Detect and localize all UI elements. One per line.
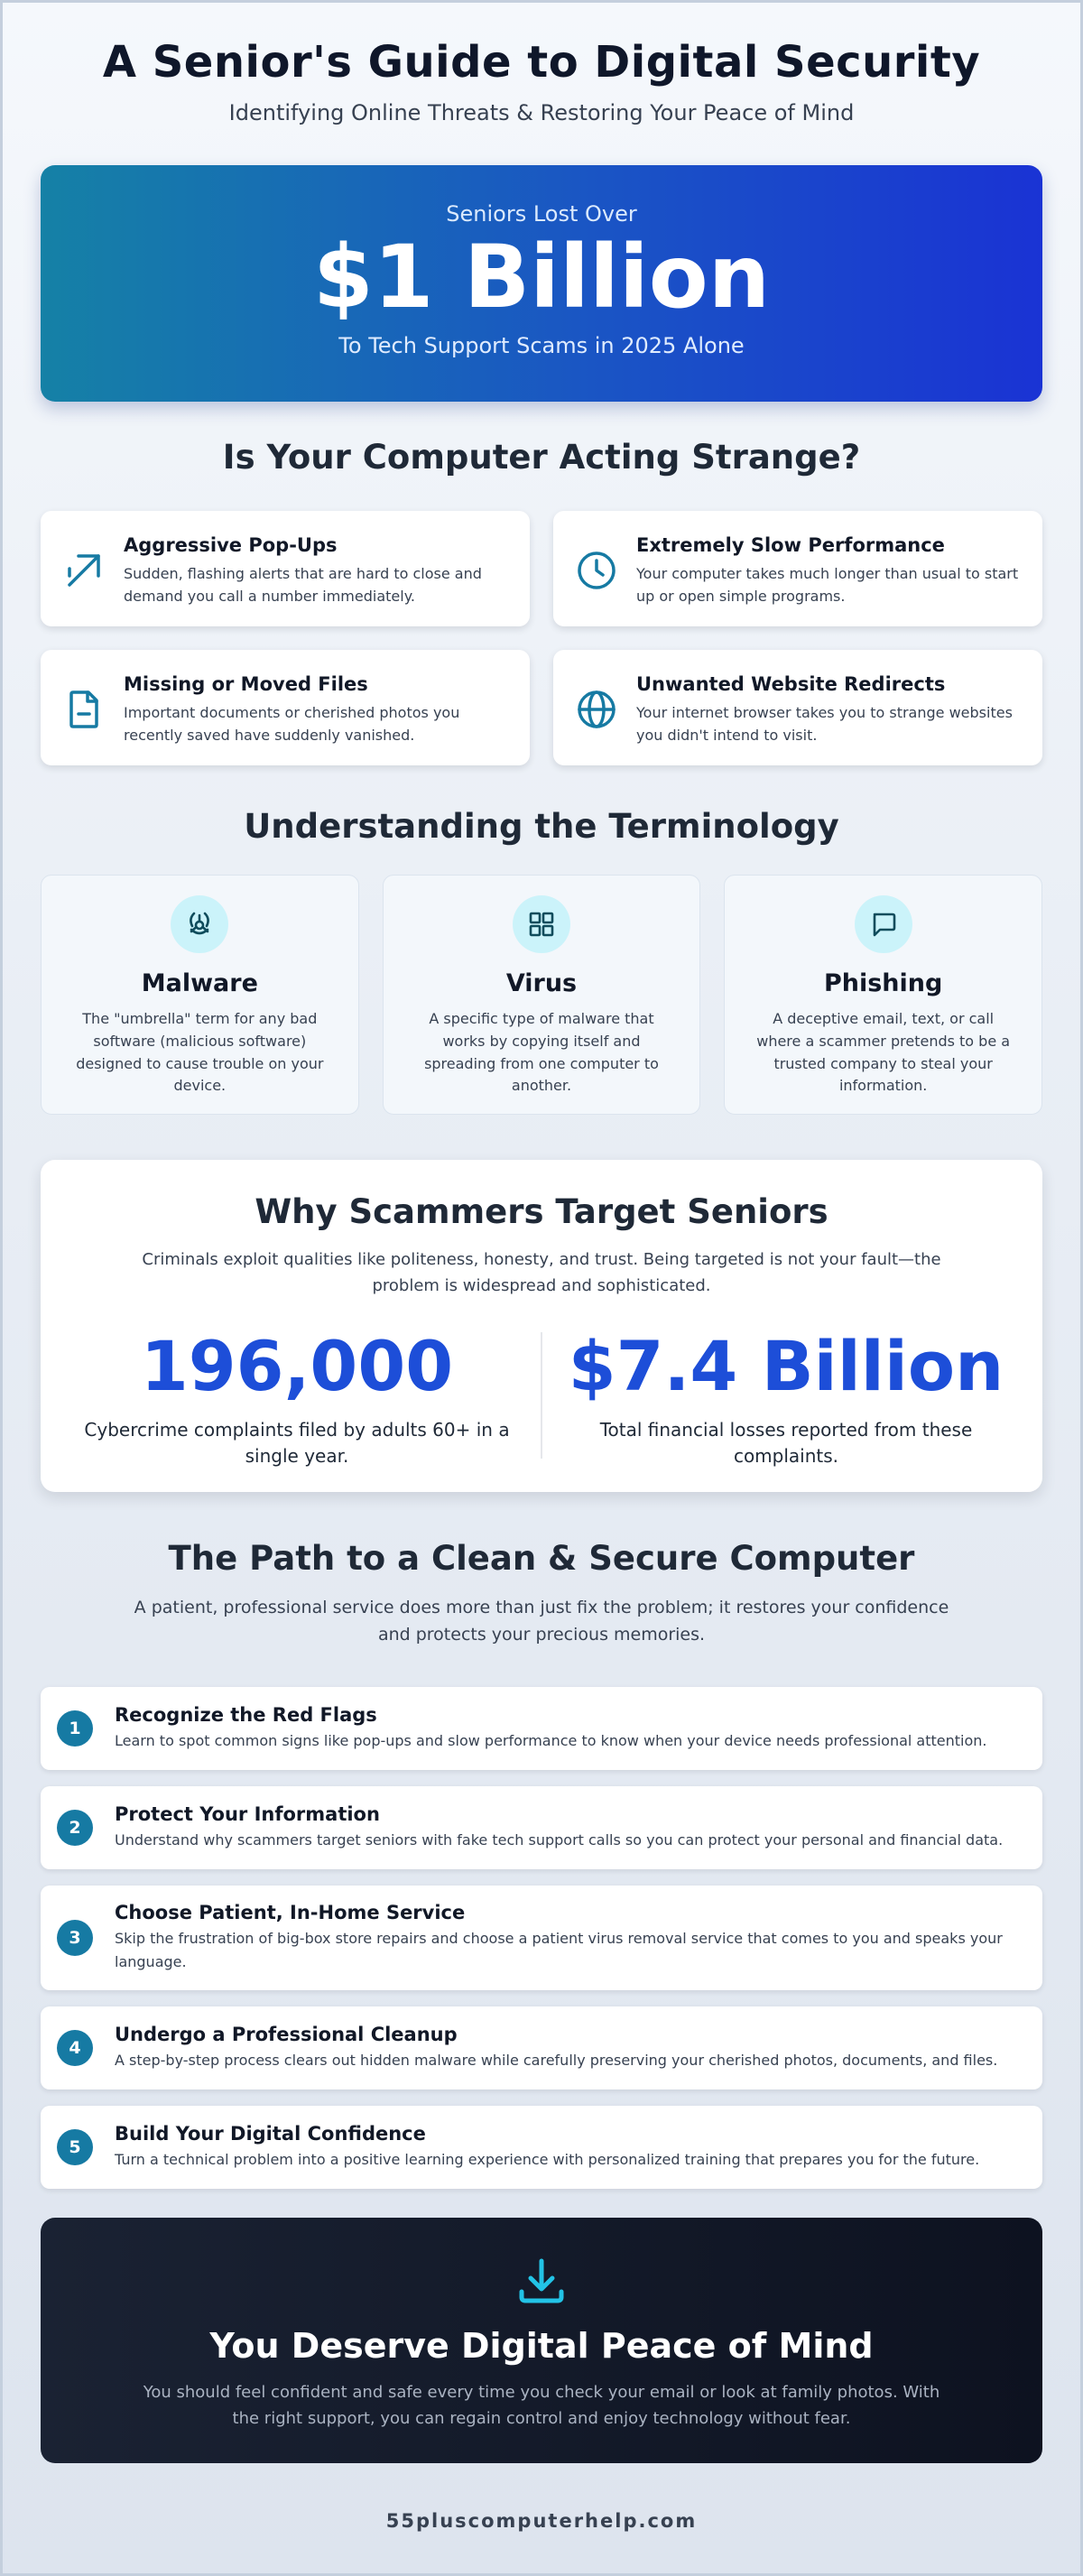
file-icon [62,688,106,731]
step-item [41,2106,1042,2189]
stat-label: Cybercrime complaints filed by adults 60+ in a single year. [84,1418,510,1467]
warning-signs-title: Is Your Computer Acting Strange? [222,438,861,477]
term-title: Malware [141,969,258,997]
why-targeted-panel [41,1160,1042,1492]
stat-value: $7.4 Billion [568,1325,1004,1406]
steps-list [41,1687,1042,2189]
sign-text: Your computer takes much longer than usual to start up or open simple programs. [636,565,1019,605]
step-number: 2 [57,1810,93,1846]
terminology-title: Understanding the Terminology [244,807,839,846]
page-header [41,3,1042,125]
footer-site: 55pluscomputerhelp.com [385,2509,698,2532]
term-text: A deceptive email, text, or call where a scammer pretends to be a trusted company to steal your information. [756,1010,1011,1095]
sign-text: Important documents or cherished photos you recently saved have suddenly vanished. [124,704,460,744]
step-item [41,1886,1042,1990]
step-title: Choose Patient, In-Home Service [115,1902,466,1924]
term-title: Phishing [823,969,943,997]
path-lead: A patient, professional service does more than just fix the problem; it restores your confidence and protects your precious memories. [134,1598,949,1645]
sign-title: Missing or Moved Files [124,673,368,695]
step-text: A step-by-step process clears out hidden malware while carefully preserving your cherished photos, documents, and files. [115,2051,998,2069]
term-title: Virus [505,969,578,997]
stat-value: 196,000 [140,1325,454,1406]
stat-complaints [68,1325,526,1469]
step-item [41,1687,1042,1770]
stat-divider [541,1332,542,1459]
sign-card-popups [41,511,530,626]
step-item [41,2006,1042,2090]
sign-text: Your internet browser takes you to strange websites you didn't intend to visit. [636,704,1013,744]
step-title: Build Your Digital Confidence [115,2122,426,2145]
term-card-virus [383,875,701,1115]
step-title: Undergo a Professional Cleanup [115,2023,458,2045]
term-text: The "umbrella" term for any bad software (malicious software) designed to cause trouble on your device. [76,1010,324,1095]
sign-card-files [41,650,530,765]
step-text: Turn a technical problem into a positive learning experience with personalized training that prepares you for the future. [115,2150,980,2168]
hero-amount: $1 Billion [312,227,771,328]
step-number: 5 [57,2129,93,2165]
step-text: Learn to spot common signs like pop-ups and slow performance to know when your device needs professional attention. [115,1731,987,1749]
step-number: 1 [57,1710,93,1747]
path-title: The Path to a Clean & Secure Computer [168,1539,915,1578]
step-title: Recognize the Red Flags [115,1703,377,1726]
terminology-section [41,807,1042,1115]
grid-icon [513,895,570,953]
arrow-up-right-icon [62,549,106,592]
page-title: A Senior's Guide to Digital Security [102,37,981,88]
cta-text: You should feel confident and safe every time you check your email or look at family photos. With the right support, you can regain control and enjoy technology without fear. [143,2382,940,2428]
hero-kicker: Seniors Lost Over [446,201,637,227]
step-number: 4 [57,2030,93,2066]
download-icon [513,2298,570,2315]
stat-losses [557,1325,1015,1469]
cta-panel [41,2218,1042,2463]
why-lead: Criminals exploit qualities like politeness, honesty, and trust. Being targeted is not your fault—the problem is widespread and sophisticated. [142,1250,941,1295]
cta-title: You Deserve Digital Peace of Mind [209,2325,874,2366]
sign-card-redirects [553,650,1042,765]
sign-title: Aggressive Pop-Ups [124,534,338,556]
stats-row [41,1325,1042,1469]
step-number: 3 [57,1920,93,1956]
warning-signs-grid [41,511,1042,765]
sign-card-slow [553,511,1042,626]
term-card-malware [41,875,359,1115]
sign-title: Extremely Slow Performance [636,534,945,556]
why-title: Why Scammers Target Seniors [255,1192,828,1231]
step-text: Understand why scammers target seniors with fake tech support calls so you can protect your personal and financial data. [115,1830,1004,1849]
message-icon [855,895,912,953]
term-card-phishing [724,875,1042,1115]
step-text: Skip the frustration of big-box store repairs and choose a patient virus removal service that comes to you and speaks your language. [115,1930,1003,1970]
page-subtitle: Identifying Online Threats & Restoring Your Peace of Mind [228,100,855,125]
sign-text: Sudden, flashing alerts that are hard to close and demand you call a number immediately. [124,565,482,605]
step-item [41,1786,1042,1869]
globe-icon [575,688,618,731]
biohazard-icon [171,895,228,953]
clock-icon [575,549,618,592]
terminology-grid [41,875,1042,1115]
warning-signs-section [41,438,1042,765]
path-section [41,1539,1042,2189]
sign-title: Unwanted Website Redirects [636,673,946,695]
term-text: A specific type of malware that works by copying itself and spreading from one computer to another. [424,1010,659,1095]
hero-caption: To Tech Support Scams in 2025 Alone [338,332,745,358]
hero-banner [41,165,1042,402]
step-title: Protect Your Information [115,1802,380,1825]
stat-label: Total financial losses reported from these complaints. [599,1418,973,1467]
